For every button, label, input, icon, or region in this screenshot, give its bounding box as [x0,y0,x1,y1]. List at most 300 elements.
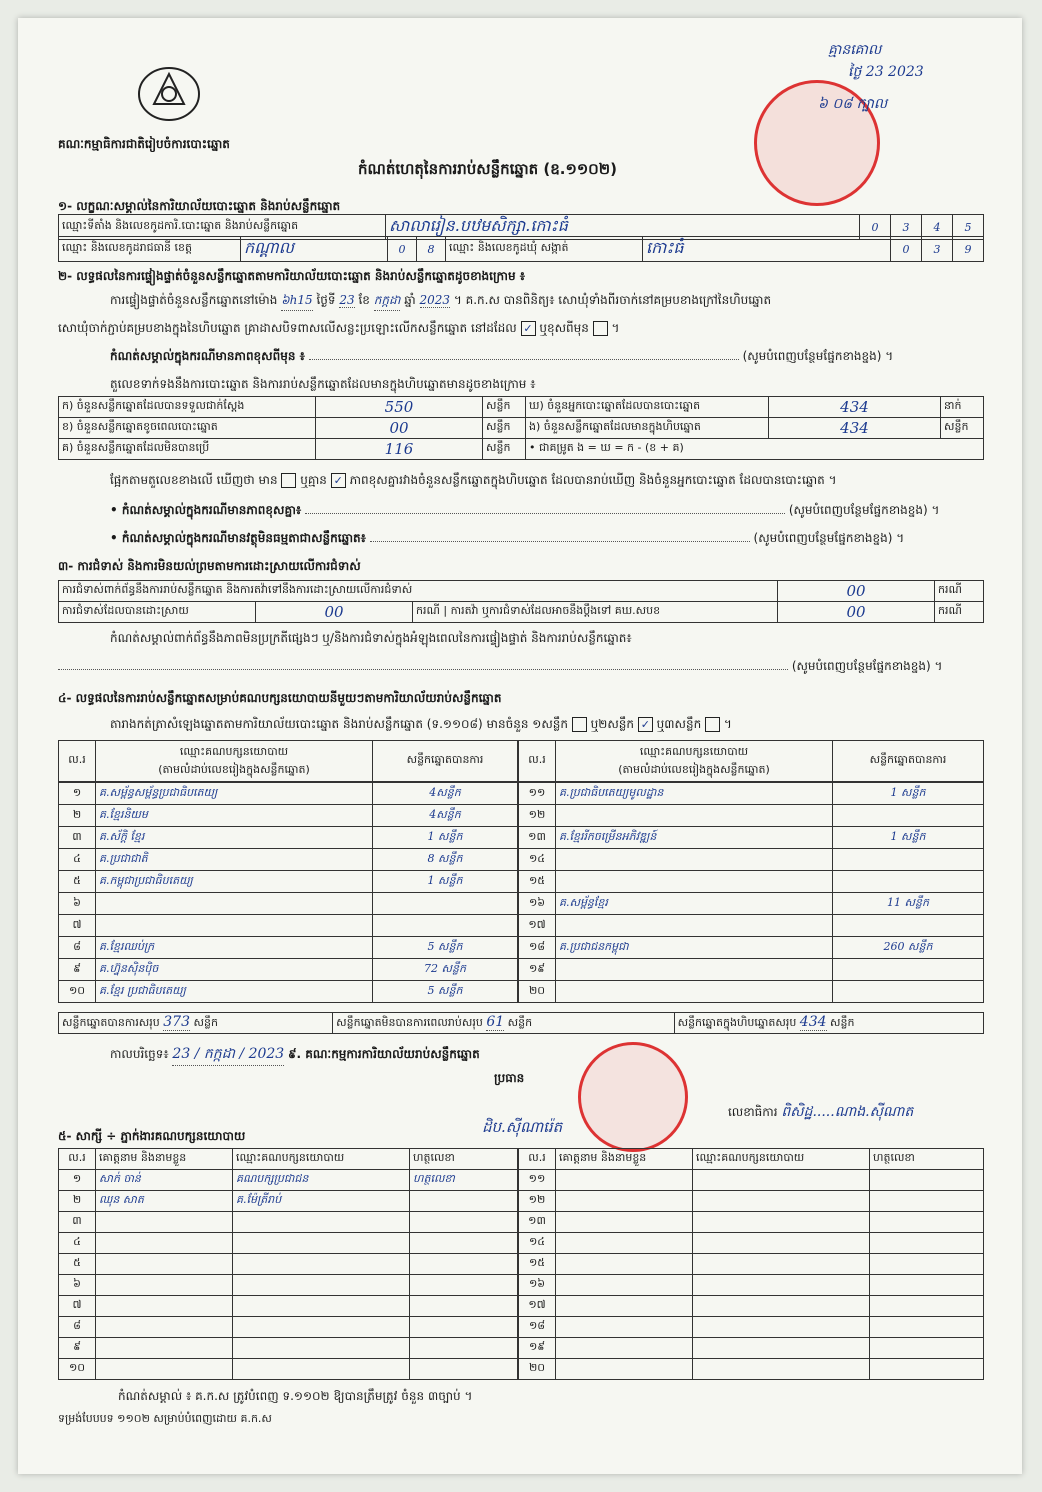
witness-no: ១ [59,1170,96,1191]
party-no: ៧ [59,915,96,937]
witness-signature [870,1296,984,1317]
section5-heading: ៥- សាក្សី ÷ ភ្នាក់ងារគណបក្សនយោបាយ [58,1129,246,1143]
witness-row [59,1359,518,1380]
witness-no: ១៧ [519,1296,556,1317]
party-results-left [58,740,518,782]
figure-value: 550 [316,397,483,418]
figure-label: គ) ចំនួនសន្លឹកឆ្នោតដែលមិនបានប្រើ [59,439,316,460]
figure-label: ខ) ចំនួនសន្លឹកឆ្នោតខូចពេលបោះឆ្នោត [59,418,316,439]
witness-signature [410,1254,518,1275]
form-footer: ទម្រង់បែបបទ ១១០២ សម្រាប់បំពេញដោយ គ.ក.ស [58,1412,272,1425]
witness-name [556,1212,693,1233]
witness-table-right [518,1148,984,1380]
party-no: ៤ [59,849,96,871]
totals-row [58,1012,984,1034]
figure-unit: សន្លឹក [483,397,526,418]
witness-name [96,1275,233,1296]
col-party-title: ឈ្មោះគណបក្សនយោបាយ [179,745,289,758]
witness-name [556,1254,693,1275]
note-diff-label: • កំណត់សម្គាល់ក្នុងករណីមានភាពខុសគ្នា៖ [110,503,302,517]
party-row [59,937,518,959]
secretary-label: លេខាធិការ [728,1105,778,1119]
witness-party [693,1338,870,1359]
party-name [556,981,833,1003]
witness-party [693,1191,870,1212]
party-no: ១២ [519,805,556,827]
witness-party [693,1233,870,1254]
figure-label: ឃ) ចំនួនអ្នកបោះឆ្នោតដែលបានបោះឆ្នោត [526,397,769,418]
witness-signature [410,1338,518,1359]
witness-name [96,1317,233,1338]
signers-label: ៩. គណៈកម្មការការិយាល័យរាប់សន្លឹកឆ្នោត [288,1047,480,1061]
witness-row [59,1191,518,1212]
three-sheet-checkbox[interactable] [705,717,720,732]
chair-name: ដិប.ស៊ីណារ៉េត [482,1118,563,1136]
party-name: គ.ហ្វ៊ុនស៊ិនប៉ិច [96,959,373,981]
witness-name [96,1338,233,1359]
witness-row [59,1170,518,1191]
commune-code-digit: 0 [891,237,922,262]
total-valid-value: 373 [163,1014,190,1030]
sheets-line: តារាងកត់ត្រាសំឡេងឆ្នោតតាមការិយាល័យបោះឆ្នោត និងរាប់សន្លឹកឆ្នោត (ទ.១១០៨) មានចំនួន ១សន្លឹក ឬ២សន្លឹក ✓ ឬ៣សន្លឹក ។ [110,717,732,731]
witness-party [693,1296,870,1317]
figure-unit: សន្លឹក [941,418,984,439]
witness-name: សាក់ ចាន់ [96,1170,233,1191]
party-row [519,871,984,893]
total-invalid-value: 61 [486,1014,505,1030]
party-row [59,805,518,827]
party-name: គ.ខ្មែររីកចម្រើនអភិវឌ្ឍន៍ [556,827,833,849]
has-diff-checkbox[interactable] [281,473,296,488]
witness-row [519,1296,984,1317]
year-value: 2023 [419,293,451,307]
col-votes: សន្លឹកឆ្នោតបានការ [833,741,984,782]
witness-name [96,1254,233,1275]
witness-row [519,1275,984,1296]
party-name [96,915,373,937]
party-votes: 5 សន្លឹក [373,937,518,959]
witness-name [556,1338,693,1359]
time-value: ៦h15 [281,292,313,311]
party-row [59,849,518,871]
party-name: គ.ខ្មែរនិយម [96,805,373,827]
party-votes [833,805,984,827]
party-no: ១០ [59,981,96,1003]
date-label: កាលបរិច្ឆេទ៖ [110,1047,169,1061]
cases-unit: ករណី [416,604,440,617]
witness-row [59,1317,518,1338]
witness-no: ៥ [59,1254,96,1275]
station-value: សាលារៀន.បឋមសិក្សា.កោះធំ [386,215,860,240]
witness-name [556,1170,693,1191]
party-name [556,849,833,871]
total-box-label: សន្លឹកឆ្នោតក្នុងហិបឆ្នោតសរុប [677,1016,797,1029]
party-row [519,893,984,915]
party-row [519,981,984,1003]
witness-party [233,1233,410,1254]
party-votes: 1 សន្លឹក [833,827,984,849]
two-sheet-label: ឬ២សន្លឹក [590,717,635,731]
col-votes: សន្លឹកឆ្នោតបានការ [373,741,518,782]
witness-name [96,1296,233,1317]
witness-row [519,1254,984,1275]
party-row [59,893,518,915]
province-value: កណ្ដាល [241,237,388,262]
figure-unit: សន្លឹក [483,439,526,460]
party-votes: 1 សន្លឹក [833,783,984,805]
witness-row [59,1254,518,1275]
resolved-value: 00 [256,602,413,623]
sheets-intro: តារាងកត់ត្រាសំឡេងឆ្នោតតាមការិយាល័យបោះឆ្នោត និងរាប់សន្លឹកឆ្នោត (ទ.១១០៨) មានចំនួន ១សន្លឹក [110,717,568,731]
party-no: ៨ [59,937,96,959]
witness-name [96,1359,233,1380]
note-doubt-label: • កំណត់សម្គាល់ក្នុងករណីមានវត្ថុមិនធម្មតាជាសន្លឹកឆ្នោត៖ [110,531,366,545]
witness-name [556,1296,693,1317]
month-label: ខែ [358,293,370,307]
objections-table [58,580,984,623]
province-label: ឈ្មោះ និងលេខកូដរាជធានី ខេត្ត [59,237,241,262]
col-signature: ហត្ថលេខា [410,1149,518,1170]
witness-table-left [58,1148,518,1380]
party-row [59,915,518,937]
day-label: ថ្ងៃទី [316,293,336,307]
changed-checkbox[interactable] [593,321,608,336]
party-row [519,959,984,981]
party-votes [373,915,518,937]
commune-code-digit: 3 [922,237,953,262]
party-row [519,937,984,959]
province-code-digit: 0 [388,237,417,262]
note-label: កំណត់សម្គាល់ក្នុងករណីមានភាពខុសពីមុន ៖ [110,349,305,363]
witness-signature [870,1170,984,1191]
party-votes [833,959,984,981]
figure-unit: នាក់ [941,397,984,418]
witness-party [233,1275,410,1296]
col-party: ឈ្មោះគណបក្សនយោបាយ [693,1149,870,1170]
witness-row [59,1233,518,1254]
col-no: ល.រ [519,1149,556,1170]
unit: សន្លឹក [830,1016,855,1029]
section1-location-table [58,236,984,262]
party-name: គ.សម្ព័ន្ធខ្មែរ [556,893,833,915]
witness-party [233,1212,410,1233]
witness-signature [870,1275,984,1296]
party-name: គ.ប្រជាជនកម្ពុជា [556,937,833,959]
station-code-digit: 5 [953,215,984,240]
witness-no: ១២ [519,1191,556,1212]
resolved-label: ការជំទាស់ដែលបានដោះស្រាយ [59,602,256,623]
witness-no: ៦ [59,1275,96,1296]
party-votes [833,981,984,1003]
col-party-sub: (តាមលំដាប់លេខរៀងក្នុងសន្លឹកឆ្នោត) [618,763,770,776]
party-row [519,783,984,805]
objection-value: 00 [778,581,935,602]
witness-row [519,1212,984,1233]
commune-label: ឈ្មោះ និងលេខកូដឃុំ សង្កាត់ [446,237,643,262]
form-title: កំណត់ហេតុនៃការរាប់សន្លឹកឆ្នោត (ឧ.១១០២) [358,160,618,178]
party-votes: 4សន្លឹក [373,805,518,827]
witness-row [519,1359,984,1380]
station-code-digit: 3 [891,215,922,240]
witness-no: ១៥ [519,1254,556,1275]
witness-signature: ហត្ថលេខា [410,1170,518,1191]
witness-signature [870,1359,984,1380]
witness-name [556,1317,693,1338]
witness-no: ១៦ [519,1275,556,1296]
witness-row [59,1212,518,1233]
fill-more-text: (សូមបំពេញបន្ថែមផ្នែកខាងខ្នង) ។ [742,349,894,363]
witness-party [693,1170,870,1191]
witness-party [693,1254,870,1275]
three-sheet-label: ឬ៣សន្លឹក [656,717,702,731]
witness-party [233,1254,410,1275]
figure-value: 434 [769,397,941,418]
witness-signature [870,1212,984,1233]
witness-signature [870,1338,984,1359]
col-party [556,741,833,782]
handwritten-note-2: ថ្ងៃ 23 2023 [848,64,924,80]
total-box-value: 434 [799,1014,827,1030]
party-votes: 8 សន្លឹក [373,849,518,871]
party-row [59,871,518,893]
party-votes [833,871,984,893]
party-row [519,827,984,849]
party-name: គ.ប្រជាធិបតេយ្យមូលដ្ឋាន [556,783,833,805]
objection-label: ការជំទាស់ពាក់ព័ន្ធនឹងការរាប់សន្លឹកឆ្នោត និងការតវ៉ាទៅនឹងការដោះស្រាយលើការជំទាស់ [59,581,778,602]
witness-party [233,1338,410,1359]
intact-checkbox[interactable]: ✓ [521,321,536,336]
party-name [96,893,373,915]
witness-no: ៧ [59,1296,96,1317]
unit: សន្លឹក [193,1016,218,1029]
month-value: កក្កដា [374,292,401,311]
witness-row [519,1170,984,1191]
witness-name [96,1233,233,1254]
note-line [110,348,984,366]
party-no: ៣ [59,827,96,849]
station-label: ឈ្មោះទីតាំង និងលេខកូដការិ.បោះឆ្នោត និងរាប់សន្លឹកឆ្នោត [59,215,386,240]
witness-no: ៣ [59,1212,96,1233]
party-no: ១៨ [519,937,556,959]
witness-row [519,1338,984,1359]
date-line [110,1044,480,1066]
one-sheet-checkbox[interactable] [572,717,587,732]
witness-row [519,1233,984,1254]
verify-text-2: ។ គ.ក.ស បានពិនិត្យ៖ សោឃុំទាំងពីរចាក់នៅគម្របខាងក្រៅនៃហិបឆ្នោត [453,293,772,307]
witness-no: ២ [59,1191,96,1212]
year-label: ឆ្នាំ [404,293,416,307]
no-label: ឬគ្មាន [300,473,327,487]
section1-heading: ១- លក្ខណៈសម្គាល់នៃការិយាល័យបោះឆ្នោត និងរាប់សន្លឹកឆ្នោត [58,199,341,213]
party-no: ២ [59,805,96,827]
party-votes [833,849,984,871]
station-code-digit: 4 [922,215,953,240]
witness-no: ៤ [59,1233,96,1254]
figure-value: 116 [316,439,483,460]
fill-more-text: (សូមបំពេញបន្ថែមផ្នែកខាងខ្នង) ។ [788,503,940,517]
day-value: 23 [339,293,355,307]
note-diff-line [110,502,984,520]
party-no: ១១ [519,783,556,805]
party-row [59,783,518,805]
appeal-cell: ករណី | ការតវ៉ា ឬការជំទាស់ដែលអាចនឹងប្ដឹងទៅ គឃ.សបខ [413,602,778,623]
figure-label: ង) ចំនួនសន្លឹកឆ្នោតដែលមានក្នុងហិបឆ្នោត [526,418,769,439]
witness-name [556,1233,693,1254]
witness-signature [410,1317,518,1338]
verify-text-3: សោឃុំចាក់ភ្ជាប់គម្របខាងក្នុងនៃហិបឆ្នោត គ្រាដាសបិទពាសលើសន្លះប្រឡោះលើកសន្លឹកឆ្នោត នៅដដែល [58,321,517,335]
party-no: ២០ [519,981,556,1003]
party-votes: 1 សន្លឹក [373,827,518,849]
party-row [519,849,984,871]
col-name: គោត្តនាម និងនាមខ្លួន [556,1149,693,1170]
commune-code-digit: 9 [953,237,984,262]
chair-label: ប្រធាន [494,1071,525,1085]
party-no: ១៥ [519,871,556,893]
witness-no: ១៩ [519,1338,556,1359]
party-row [519,915,984,937]
nec-emblem-icon [136,64,202,124]
party-no: ៥ [59,871,96,893]
witness-name [96,1212,233,1233]
witness-name: ឈុន សាត [96,1191,233,1212]
handwritten-note-1: គ្មានគោល [828,42,882,58]
col-name: គោត្តនាម និងនាមខ្លួន [96,1149,233,1170]
secretary-name: ពិសិដ្ឋ.....ណាង.ស៊ីណាត [781,1104,914,1120]
witness-no: ១១ [519,1170,556,1191]
col-party: ឈ្មោះគណបក្សនយោបាយ [233,1149,410,1170]
note-doubt-line [110,530,984,548]
verify-line-2: សោឃុំចាក់ភ្ជាប់គម្របខាងក្នុងនៃហិបឆ្នោត គ្រាដាសបិទពាសលើសន្លះប្រឡោះលើកសន្លឹកឆ្នោត នៅដដែល ✓ ឬខុសពីមុន ។ [58,321,620,335]
secretary-line [728,1102,913,1123]
party-name: គ.ខ្មែរឈប់ក្រ [96,937,373,959]
col-no: ល.រ [519,741,556,782]
witness-name [556,1191,693,1212]
section3-heading: ៣- ការជំទាស់ និងការមិនយល់ព្រមតាមការដោះស្រាយលើការជំទាស់ [58,559,361,573]
committee-name: គណៈកម្មាធិការជាតិរៀបចំការបោះឆ្នោត [58,137,230,151]
party-row [59,981,518,1003]
total-valid-cell [59,1013,333,1034]
party-name: គ.ប្រជាជាតិ [96,849,373,871]
total-invalid-cell [333,1013,674,1034]
col-party-title: ឈ្មោះគណបក្សនយោបាយ [639,745,749,758]
party-name [556,959,833,981]
party-row [519,805,984,827]
witness-signature [410,1296,518,1317]
no-diff-checkbox[interactable]: ✓ [331,473,346,488]
witness-party [233,1317,410,1338]
party-name: គ.កម្ពុជាប្រជាធិបតេយ្យ [96,871,373,893]
party-votes: 1 សន្លឹក [373,871,518,893]
col-no: ល.រ [59,1149,96,1170]
witness-signature [870,1317,984,1338]
party-row [59,959,518,981]
unit: សន្លឹក [507,1016,533,1029]
witness-row [59,1296,518,1317]
party-no: ១៦ [519,893,556,915]
total-box-cell [674,1013,983,1034]
date-value: 23 / កក្កដា / 2023 [172,1044,284,1066]
party-no: ១៤ [519,849,556,871]
party-votes: 11 សន្លឹក [833,893,984,915]
col-signature: ហត្ថលេខា [870,1149,984,1170]
party-name: គ.សម្ព័ន្ធសម្ព័ន្ធប្រជាធិបតេយ្យ [96,783,373,805]
party-name [556,915,833,937]
witness-party [693,1275,870,1296]
section4-heading: ៤- លទ្ធផលនៃការរាប់សន្លឹកឆ្នោតសម្រាប់គណបក្សនយោបាយនីមួយៗតាមការិយាល័យរាប់សន្លឹកឆ្នោត [58,691,502,705]
party-no: ៩ [59,959,96,981]
witness-no: ១០ [59,1359,96,1380]
party-results-left-body [58,782,518,1003]
cases-unit: ករណី [935,581,984,602]
based-line [110,472,837,490]
witness-row [59,1275,518,1296]
appeal-value: 00 [778,602,935,623]
figure-value: 434 [769,418,941,439]
party-name: គ.ខ្មែរ ប្រជាធិបតេយ្យ [96,981,373,1003]
party-row [59,827,518,849]
col-party-sub: (តាមលំដាប់លេខរៀងក្នុងសន្លឹកឆ្នោត) [158,763,310,776]
party-no: ១៣ [519,827,556,849]
witness-no: ១៣ [519,1212,556,1233]
party-votes [373,893,518,915]
station-code-digit: 0 [860,215,891,240]
party-votes: 260 សន្លឹក [833,937,984,959]
witness-row [519,1191,984,1212]
footnote: កំណត់សម្គាល់ ៖ គ.ក.ស ត្រូវបំពេញ ទ.១១០២ ឱ្យបានត្រឹមត្រូវ ចំនួន ៣ច្បាប់ ។ [118,1389,473,1403]
figures-intro: តួលេខទាក់ទងនឹងការបោះឆ្នោត និងការរាប់សន្លឹកឆ្នោតដែលមានក្នុងហិបឆ្នោតមានដូចខាងក្រោម ៖ [110,377,536,391]
fill-more-text: (សូមបំពេញបន្ថែមផ្នែកខាងខ្នង) ។ [791,659,943,673]
figure-unit: សន្លឹក [483,418,526,439]
formula-text: • ជាគម្រូត ង = ឃ = ក - (ខ + គ) [526,439,984,460]
witness-no: ១៤ [519,1233,556,1254]
party-name [556,871,833,893]
witness-no: ៨ [59,1317,96,1338]
commune-value: កោះធំ [643,237,891,262]
witness-party [693,1212,870,1233]
figure-value: 00 [316,418,483,439]
witness-row [59,1338,518,1359]
party-no: ១៧ [519,915,556,937]
witness-party [233,1296,410,1317]
party-votes [833,915,984,937]
section3-note: កំណត់សម្គាល់ពាក់ព័ន្ធនឹងភាពមិនប្រក្រតីផ្សេងៗ ឬ/និងការជំទាស់ក្នុងអំឡុងពេលនៃការផ្ទៀងផ្ទាត់ និងការរាប់សន្លឹកឆ្នោត៖ [110,631,632,645]
total-invalid-label: សន្លឹកឆ្នោតមិនបានការពេលរាប់សរុប [336,1016,483,1029]
witness-party: គណបក្សប្រជាជន [233,1170,410,1191]
witness-signature [870,1254,984,1275]
party-votes: 5 សន្លឹក [373,981,518,1003]
witness-signature [410,1233,518,1254]
figure-label: ក) ចំនួនសន្លឹកឆ្នោតដែលបានទទួលជាក់ស្ដែង [59,397,316,418]
changed-label: ឬខុសពីមុន [539,321,589,335]
party-results-right [518,740,984,782]
witness-name [556,1359,693,1380]
section3-fill-line [58,658,984,676]
witness-name [556,1275,693,1296]
party-name: គ.ស័ក្ដិ ខ្មែរ [96,827,373,849]
based-text: ផ្អែកតាមតួលេខខាងលើ ឃើញថា មាន [110,473,278,487]
two-sheet-checkbox[interactable]: ✓ [638,717,653,732]
party-name [556,805,833,827]
fill-more-text: (សូមបំពេញបន្ថែមផ្នែកខាងខ្នង) ។ [753,531,905,545]
col-no: ល.រ [59,741,96,782]
total-valid-label: សន្លឹកឆ្នោតបានការសរុប [62,1016,160,1029]
party-votes: 4សន្លឹក [373,783,518,805]
witness-no: ២០ [519,1359,556,1380]
party-no: ៦ [59,893,96,915]
witness-signature [870,1191,984,1212]
form-sheet [18,18,1022,1474]
party-no: ១ [59,783,96,805]
